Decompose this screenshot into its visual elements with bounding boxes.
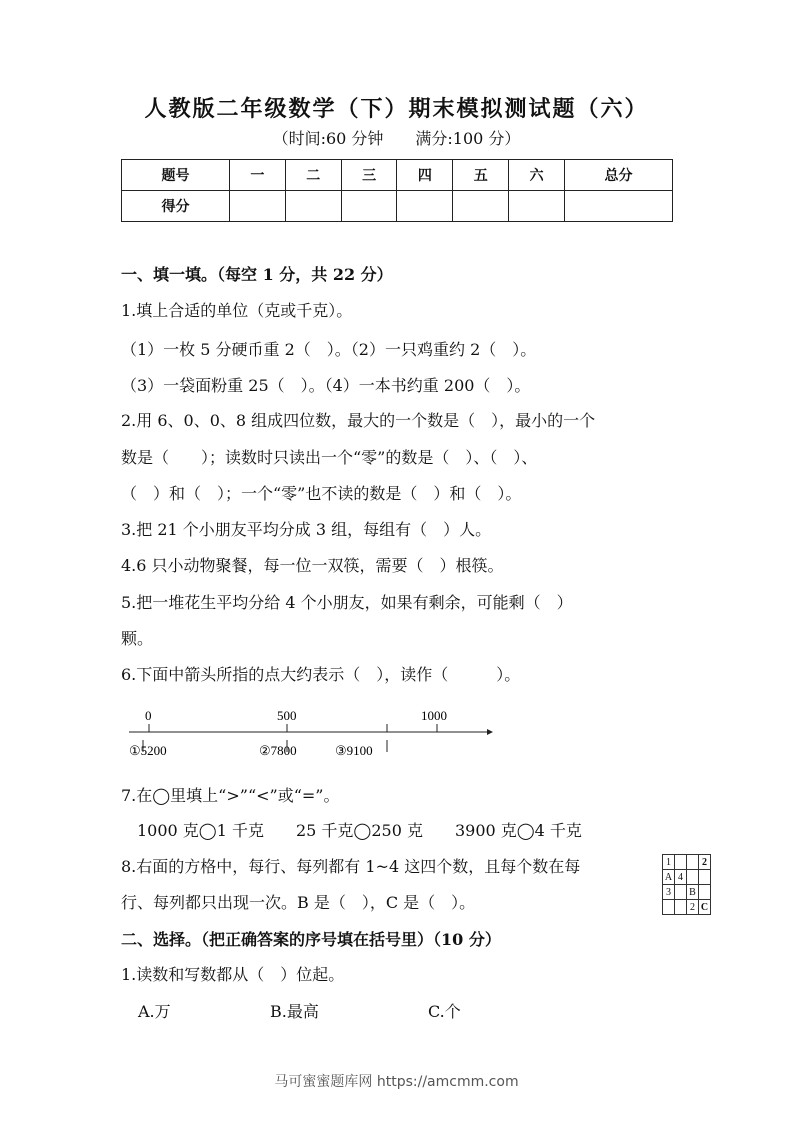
grid-cell: 2 (687, 900, 699, 915)
tick-label: 0 (145, 708, 152, 723)
choice-a: A.万 (138, 1002, 171, 1021)
header-cell: 六 (509, 160, 565, 191)
header-cell: 二 (285, 160, 341, 191)
grid-cell (663, 900, 675, 915)
header-cell: 一 (229, 160, 285, 191)
footer-watermark: 马可蜜蜜题库网 https://amcmm.com (274, 1074, 519, 1090)
question-line: （1）一枚 5 分硬币重 2（ ）。（2）一只鸡重约 2（ ）。 (121, 340, 537, 359)
grid-cell (687, 855, 699, 870)
question-line: 6.下面中箭头所指的点大约表示（ ），读作（ ）。 (121, 665, 521, 684)
grid-cell (675, 885, 687, 900)
score-cell[interactable] (229, 191, 285, 222)
option-label: ③9100 (335, 743, 373, 758)
page-subtitle: （时间:60 分钟 满分:100 分） (272, 129, 521, 148)
header-cell: 三 (341, 160, 397, 191)
question-line: 8.右面的方格中，每行、每列都有 1~4 这四个数，且每个数在每 (121, 857, 581, 876)
question-line: 颗。 (121, 629, 154, 648)
tick-label: 1000 (421, 708, 447, 723)
question-line: （3）一袋面粉重 25（ ）。（4）一本书约重 200（ ）。 (121, 376, 531, 395)
grid-cell (699, 885, 711, 900)
question-line: 1.读数和写数都从（ ）位起。 (121, 965, 345, 984)
question-line: 行、每列都只出现一次。B 是（ ），C 是（ ）。 (121, 893, 476, 912)
score-cell[interactable] (285, 191, 341, 222)
header-cell: 五 (453, 160, 509, 191)
page-title: 人教版二年级数学（下）期末模拟测试题（六） (144, 96, 649, 122)
section1-heading: 一、填一填。（每空 1 分，共 22 分） (121, 265, 393, 284)
header-cell: 总分 (565, 160, 673, 191)
grid-cell: 2 (699, 855, 711, 870)
question-line: 2.用 6、0、0、8 组成四位数，最大的一个数是（ ），最小的一个 (121, 411, 596, 430)
header-cell: 四 (397, 160, 453, 191)
number-line (125, 700, 495, 760)
number-line-arrowhead (487, 729, 493, 735)
score-cell[interactable] (565, 191, 673, 222)
question-line: 数是（ ）；读数时只读出一个“零”的数是（ ）、（ ）、 (121, 448, 538, 467)
score-table-header-row (122, 160, 673, 191)
grid-cell: 1 (663, 855, 675, 870)
grid-cell (675, 855, 687, 870)
question-line: 1000 克◯1 千克 25 千克◯250 克 3900 克◯4 千克 (121, 821, 582, 840)
question-line: 1.填上合适的单位（克或千克）。 (121, 301, 353, 320)
question-line: 3.把 21 个小朋友平均分成 3 组，每组有（ ）人。 (121, 520, 492, 539)
grid-cell: A (663, 870, 675, 885)
question-line: 5.把一堆花生平均分给 4 个小朋友，如果有剩余，可能剩（ ） (121, 593, 573, 612)
grid-cell: C (699, 900, 711, 915)
option-label: ①5200 (129, 743, 167, 758)
score-table (121, 159, 673, 222)
header-cell: 题号 (122, 160, 230, 191)
choice-b: B.最高 (270, 1002, 319, 1021)
option-label: ②7800 (259, 743, 297, 758)
grid-cell: 3 (663, 885, 675, 900)
score-cell[interactable] (397, 191, 453, 222)
grid-cell: B (687, 885, 699, 900)
score-cell[interactable] (341, 191, 397, 222)
tick-label: 500 (277, 708, 297, 723)
grid-cell (687, 870, 699, 885)
grid-cell: 4 (675, 870, 687, 885)
score-table-score-row (122, 191, 673, 222)
number-grid (662, 854, 711, 915)
question-line: （ ）和（ ）；一个“零”也不读的数是（ ）和（ ）。 (121, 484, 522, 503)
grid-cell (675, 900, 687, 915)
question-line: 7.在◯里填上“>”“<”或“=”。 (121, 786, 340, 805)
grid-cell (699, 870, 711, 885)
score-row-label: 得分 (122, 191, 230, 222)
question-line: 4.6 只小动物聚餐，每一位一双筷，需要（ ）根筷。 (121, 556, 504, 575)
choice-c: C.个 (428, 1002, 461, 1021)
section2-heading: 二、选择。（把正确答案的序号填在括号里）（10 分） (121, 930, 501, 949)
score-cell[interactable] (453, 191, 509, 222)
score-cell[interactable] (509, 191, 565, 222)
